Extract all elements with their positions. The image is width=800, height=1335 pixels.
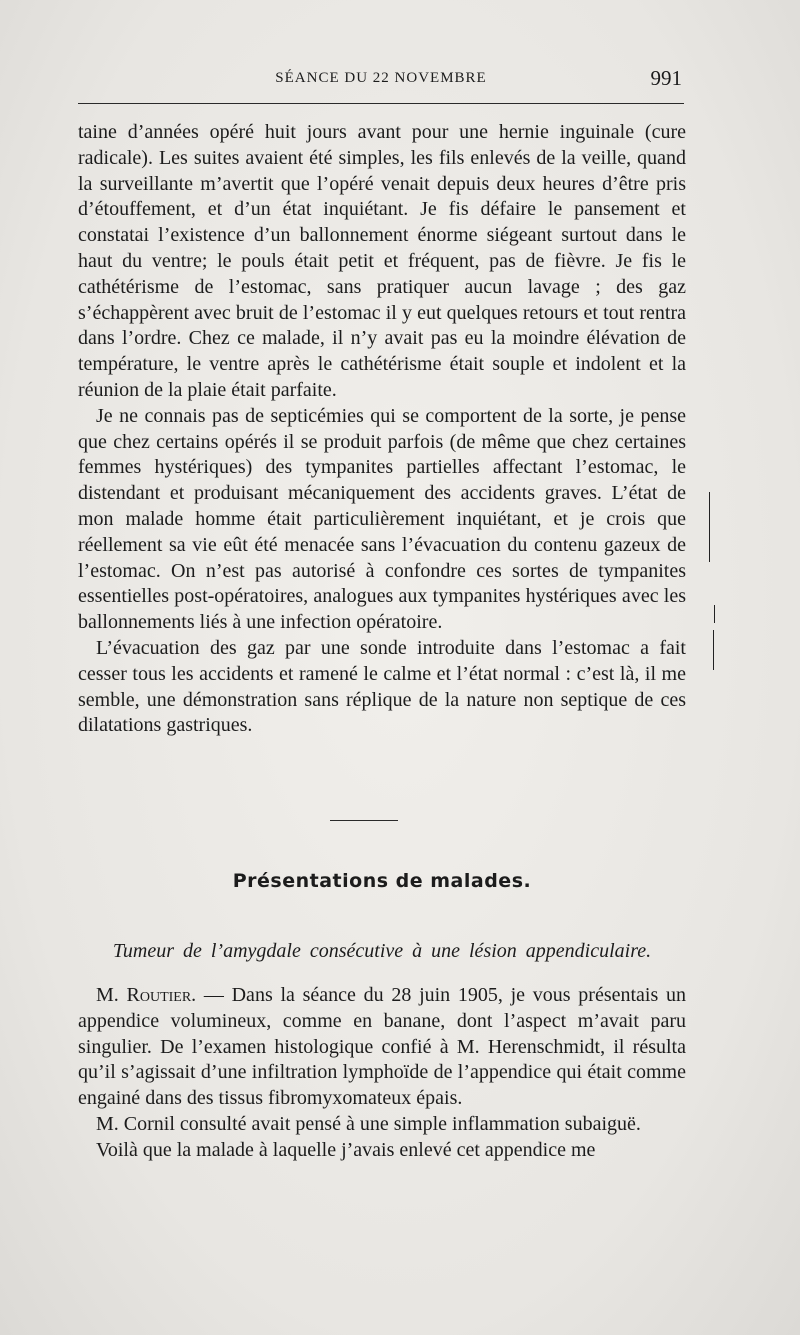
paragraph-text: — Dans la séance du 28 juin 1905, je vous présentais un appendice volumineux, comme en banane, dont l’aspect m’avait paru singulier. De l’examen histologique confié à M. Herenschmidt, il résulta qu’il s’agissait d’une infiltration lymphoïde de l’appendice qui était comme engainé dans des tissus fibromyxomateux épais. [78, 984, 686, 1110]
page-number: 991 [650, 66, 682, 90]
paragraph: taine d’années opéré huit jours avant pour une hernie inguinale (cure radicale). Les suites avaient été simples, les fils enlevés de la veille, quand la surveillante m’avertit que l’opéré venait depuis deux heures d’être pris d’étouffement, et d’un état inquiétant. Je fis défaire le pansement et constatai l’existence d’un ballonnement énorme siégeant surtout dans le haut du ventre; le pouls était petit et fréquent, pas de fièvre. Je fis le cathétérisme de l’estomac, sans pratiquer aucun lavage ; des gaz s’échappèrent avec bruit de l’estomac il y eut quelques retours et tout rentra dans l’ordre. Chez ce malade, il n’y avait pas eu la moindre élévation de température, le ventre après le cathétérisme était souple et indolent et la réunion de la plaie était parfaite. [78, 121, 686, 401]
speaker-name: M. Routier. [96, 984, 197, 1006]
article-body [78, 983, 686, 1164]
body-text [78, 120, 686, 739]
paragraph: L’évacuation des gaz par une sonde introduite dans l’estomac a fait cesser tous les accidents et ramené le calme et l’état normal : c’est là, il me semble, une démonstration sans réplique de la nature non septique de ces dilatations gastriques. [78, 636, 686, 737]
page-header [78, 66, 684, 92]
margin-mark [709, 492, 710, 562]
article-title: Tumeur de l’amygdale consécutive à une lésion appendiculaire. [112, 940, 652, 962]
margin-mark [713, 630, 714, 670]
paragraph: Je ne connais pas de septicémies qui se comportent de la sorte, je pense que chez certains opérés il se produit parfois (de même que chez certaines femmes hystériques) des tympanites partielles affectant l’estomac, le distendant et produisant mécaniquement des accidents graves. L’état de mon malade homme était particulièrement inquiétant, et je crois que réellement sa vie eût été menacée sans l’évacuation du contenu gazeux de l’estomac. On n’est pas autorisé à confondre ces sortes de tympanites essentielles post-opératoires, analogues aux tympanites hystériques avec les ballonnements liés à une infection opératoire. [78, 404, 686, 634]
paragraph: M. Cornil consulté avait pensé à une simple inflammation subaiguë. [96, 1112, 641, 1135]
margin-mark [714, 605, 715, 623]
running-title: SÉANCE DU 22 NOVEMBRE [275, 70, 487, 86]
section-divider [330, 820, 398, 821]
paragraph [78, 983, 686, 1112]
section-heading: Présentations de malades. [232, 870, 532, 892]
header-rule [78, 103, 684, 104]
paragraph: Voilà que la malade à laquelle j’avais enlevé cet appendice me [96, 1138, 596, 1161]
